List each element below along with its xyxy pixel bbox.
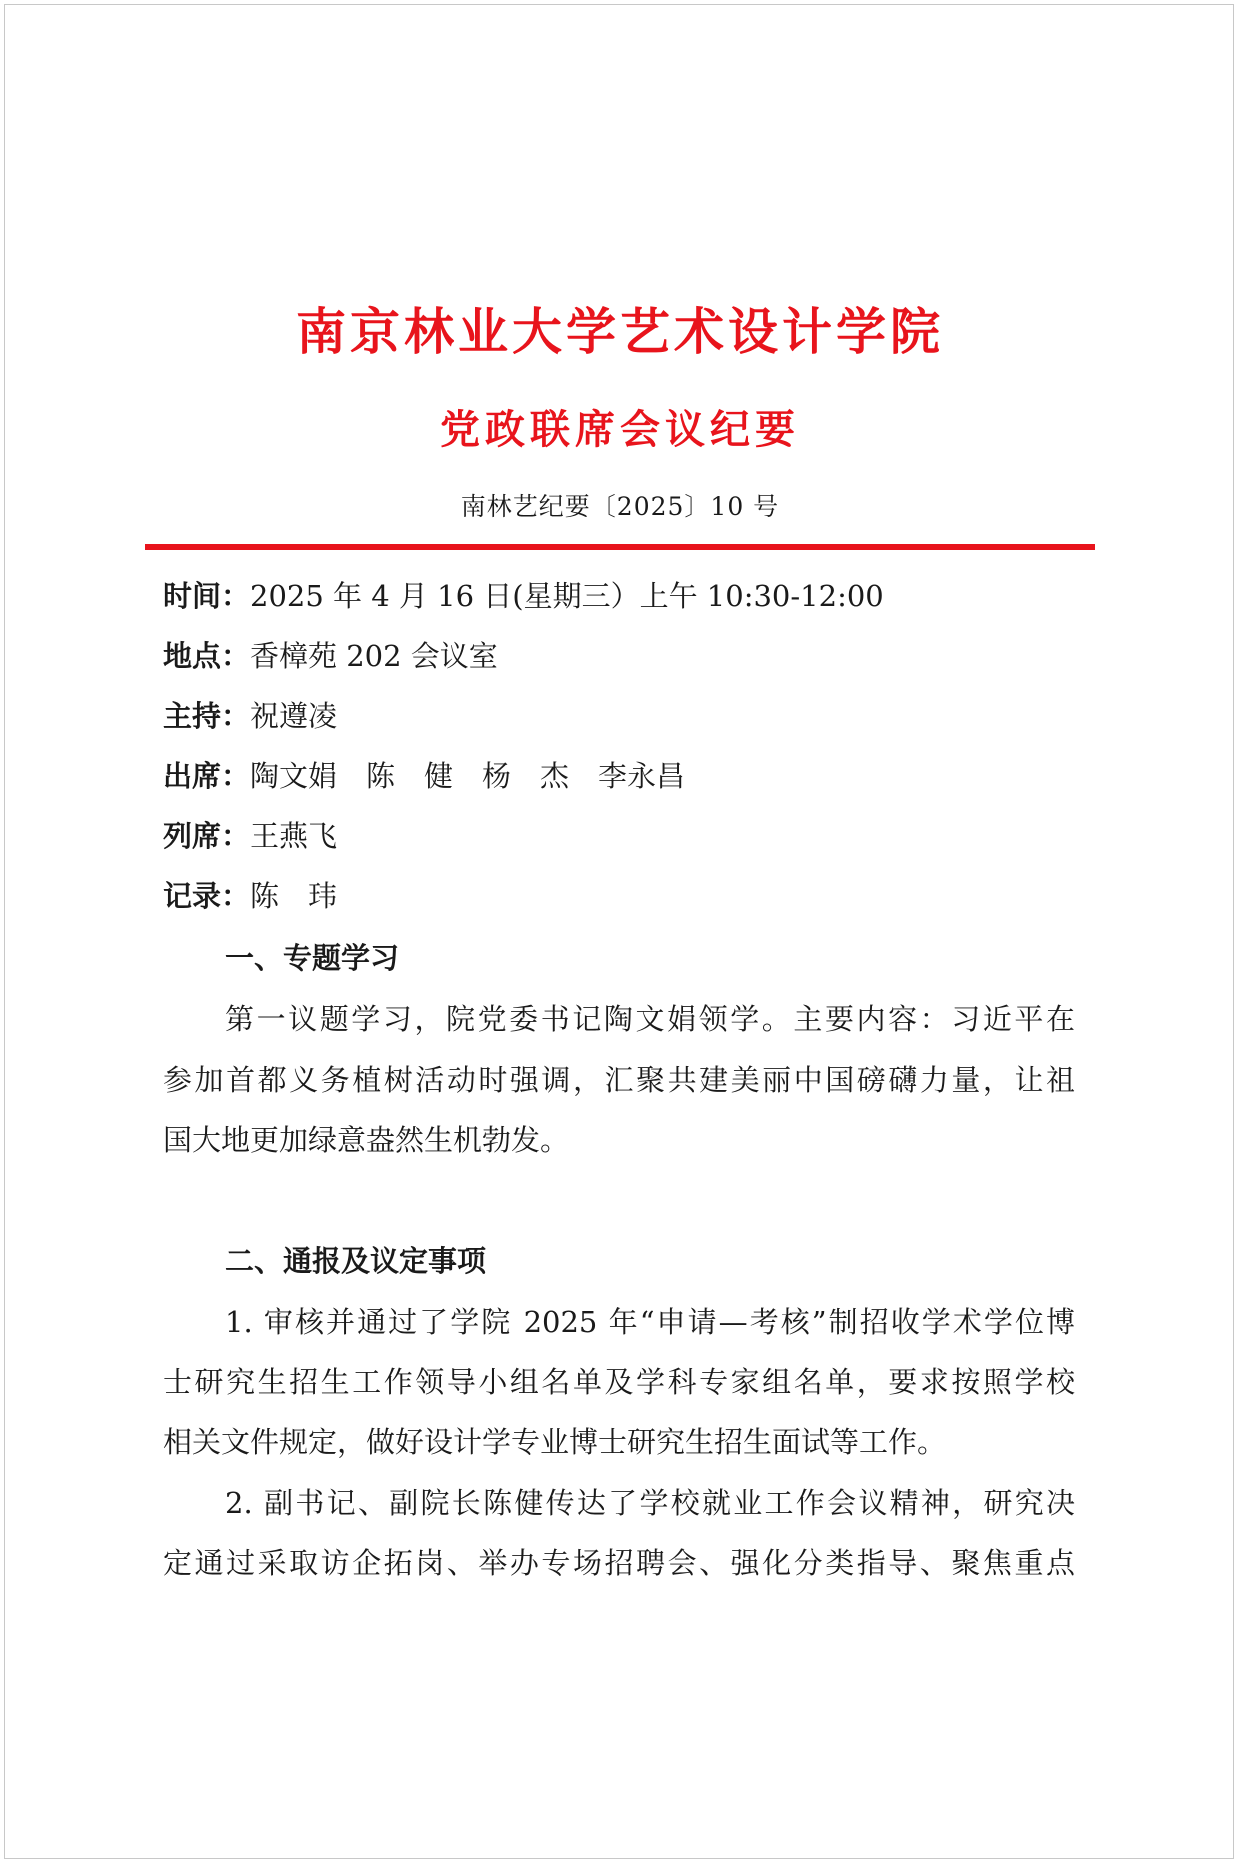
meeting-attendees-label: 出席： <box>163 759 251 793</box>
meeting-observers-value: 王燕飞 <box>250 819 338 853</box>
paragraph-line: 第一议题学习，院党委书记陶文娟领学。主要内容：习近平在 <box>225 1002 1075 1036</box>
paragraph-line: 定通过采取访企拓岗、举办专场招聘会、强化分类指导、聚焦重点 <box>163 1546 1075 1580</box>
institution-title: 南京林业大学艺术设计学院 <box>296 303 944 361</box>
section-heading-notices: 二、通报及议定事项 <box>225 1244 487 1278</box>
meeting-host-value: 祝遵凌 <box>250 699 338 733</box>
document-type-title: 党政联席会议纪要 <box>440 407 800 453</box>
paragraph-line: 相关文件规定，做好设计学专业博士研究生招生面试等工作。 <box>163 1425 947 1459</box>
meeting-time-row <box>163 576 884 616</box>
meeting-recorder-label: 记录： <box>163 879 251 913</box>
meeting-host-row <box>163 696 337 736</box>
paragraph-line: 参加首都义务植树活动时强调，汇聚共建美丽中国磅礴力量，让祖 <box>163 1063 1075 1097</box>
meeting-location-row <box>163 636 498 676</box>
meeting-attendees-value: 陶文娟 陈 健 杨 杰 李永昌 <box>250 759 686 793</box>
paragraph-line: 士研究生招生工作领导小组名单及学科专家组名单，要求按照学校 <box>163 1365 1075 1399</box>
meeting-host-label: 主持： <box>163 699 251 733</box>
meeting-attendees-row <box>163 756 685 796</box>
meeting-recorder-row <box>163 876 337 916</box>
document-number: 南林艺纪要〔2025〕10 号 <box>460 492 780 521</box>
red-divider-line <box>145 544 1095 550</box>
section-heading-study: 一、专题学习 <box>225 941 400 975</box>
paragraph-line: 2. 副书记、副院长陈健传达了学校就业工作会议精神，研究决 <box>225 1486 1075 1520</box>
meeting-time-label: 时间： <box>163 579 251 613</box>
meeting-location-value: 香樟苑 202 会议室 <box>250 639 498 673</box>
meeting-recorder-value: 陈 玮 <box>250 879 338 913</box>
meeting-observers-label: 列席： <box>163 819 251 853</box>
paragraph-line: 1. 审核并通过了学院 2025 年“申请—考核”制招收学术学位博 <box>225 1305 1075 1339</box>
meeting-observers-row <box>163 816 337 856</box>
meeting-location-label: 地点： <box>163 639 251 673</box>
meeting-time-value: 2025 年 4 月 16 日(星期三）上午 10:30-12:00 <box>250 579 884 613</box>
paragraph-line: 国大地更加绿意盎然生机勃发。 <box>163 1123 570 1157</box>
